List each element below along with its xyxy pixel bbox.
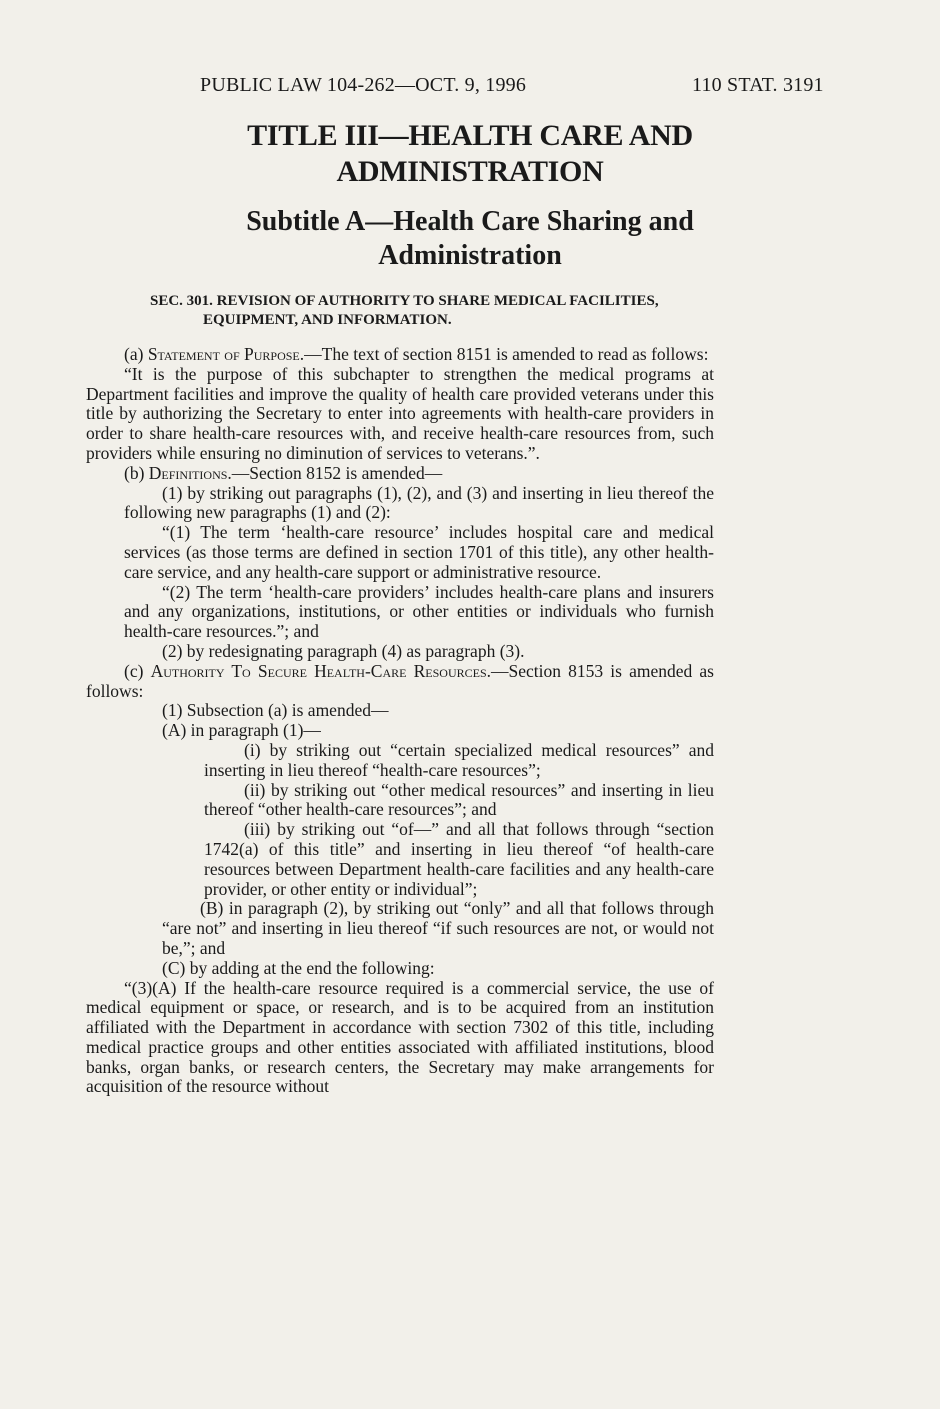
running-head: PUBLIC LAW 104-262—OCT. 9, 1996 — [200, 74, 527, 96]
stat-page-number: 110 STAT. 3191 — [692, 74, 824, 96]
subsection-a — [86, 345, 714, 365]
title-line-2: ADMINISTRATION — [336, 155, 604, 188]
title-heading — [100, 118, 840, 190]
subsection-b-text: —Section 8152 is amended— — [231, 462, 443, 483]
quoted-definition-1: “(1) The term ‘health-care resource’ includes hospital care and medical services (as those terms are defined in section 1701 of this title), any other health-care service, and any health-care support or administrative resource. — [124, 522, 714, 582]
paragraph-b-1: (1) by striking out paragraphs (1), (2), and (3) and inserting in lieu thereof the following new paragraphs (1) and (2): — [124, 482, 714, 523]
subsection-c-label: (c) — [124, 660, 151, 681]
subsection-a-label: (a) — [124, 344, 148, 364]
clause-c-1-A-i: (i) by striking out “certain specialized medical resources” and inserting in lieu thereof “health-care resources”; — [204, 739, 714, 780]
paragraph-c-1: (1) Subsection (a) is amended— — [162, 700, 389, 721]
subsection-b-heading: Definitions. — [148, 462, 232, 483]
subtitle-line-2: Administration — [378, 240, 562, 271]
section-heading-line-2: EQUIPMENT, AND INFORMATION. — [203, 312, 452, 328]
subsection-c-text: —Section 8153 is amended as follows: — [86, 660, 714, 701]
subparagraph-c-1-C: (C) by adding at the end the following: — [162, 957, 435, 978]
title-line-1: TITLE III—HEALTH CARE AND — [247, 119, 693, 152]
quoted-paragraph-3A: “(3)(A) If the health-care resource required is a commercial service, the use of medical equipment or space, or research, and is to be acquired from an institution affiliated with the Department in accordance with section 7302 of this title, including medical practice groups and other entities associated with affiliated institutions, blood banks, organ banks, or research centers, the Secretary may make arrangements for acquisition of the resource without — [86, 977, 714, 1097]
subtitle-heading — [100, 205, 840, 273]
section-heading-line-1: SEC. 301. REVISION OF AUTHORITY TO SHARE MEDICAL FACILITIES, — [150, 293, 659, 309]
subsection-b — [86, 464, 714, 484]
section-body — [86, 345, 714, 1097]
paragraph-b-2: (2) by redesignating paragraph (4) as paragraph (3). — [162, 640, 525, 661]
subparagraph-c-1-B: (B) in paragraph (2), by striking out “only” and all that follows through “are not” and inserting in lieu thereof “if such resources are not, or would not be,”; and — [162, 898, 714, 958]
subsection-a-quote: “It is the purpose of this subchapter to strengthen the medical programs at Department facilities and improve the quality of health care provided veterans under this title by authorizing the Secretary to enter into agreements with health-care providers in order to share health-care resources with, and receive health-care resources from, such providers while ensuring no diminution of services to veterans.”. — [86, 363, 714, 463]
subsection-a-text: —The text of section 8151 is amended to read as follows: — [304, 344, 709, 364]
quoted-definition-2: “(2) The term ‘health-care providers’ includes health-care plans and insurers and any organizations, institutions, or other entities or individuals who furnish health-care resources.”; and — [124, 581, 714, 642]
subsection-c-heading: Authority To Secure Health-Care Resources. — [150, 660, 491, 681]
clause-c-1-A-iii: (iii) by striking out “of—” and all that follows through “section 1742(a) of this title” and inserting in lieu thereof “of health-care resources between Department health-care facilities and any health-care provider, or other entity or individual”; — [204, 819, 714, 899]
subtitle-line-1: Subtitle A—Health Care Sharing and — [246, 206, 694, 237]
section-heading — [150, 292, 790, 330]
subparagraph-c-1-A: (A) in paragraph (1)— — [162, 720, 321, 741]
clause-c-1-A-ii: (ii) by striking out “other medical resources” and inserting in lieu thereof “other health-care resources”; and — [204, 779, 714, 820]
subsection-a-heading: Statement of Purpose. — [147, 344, 305, 364]
subsection-b-label: (b) — [124, 462, 149, 483]
subsection-c — [86, 662, 714, 702]
